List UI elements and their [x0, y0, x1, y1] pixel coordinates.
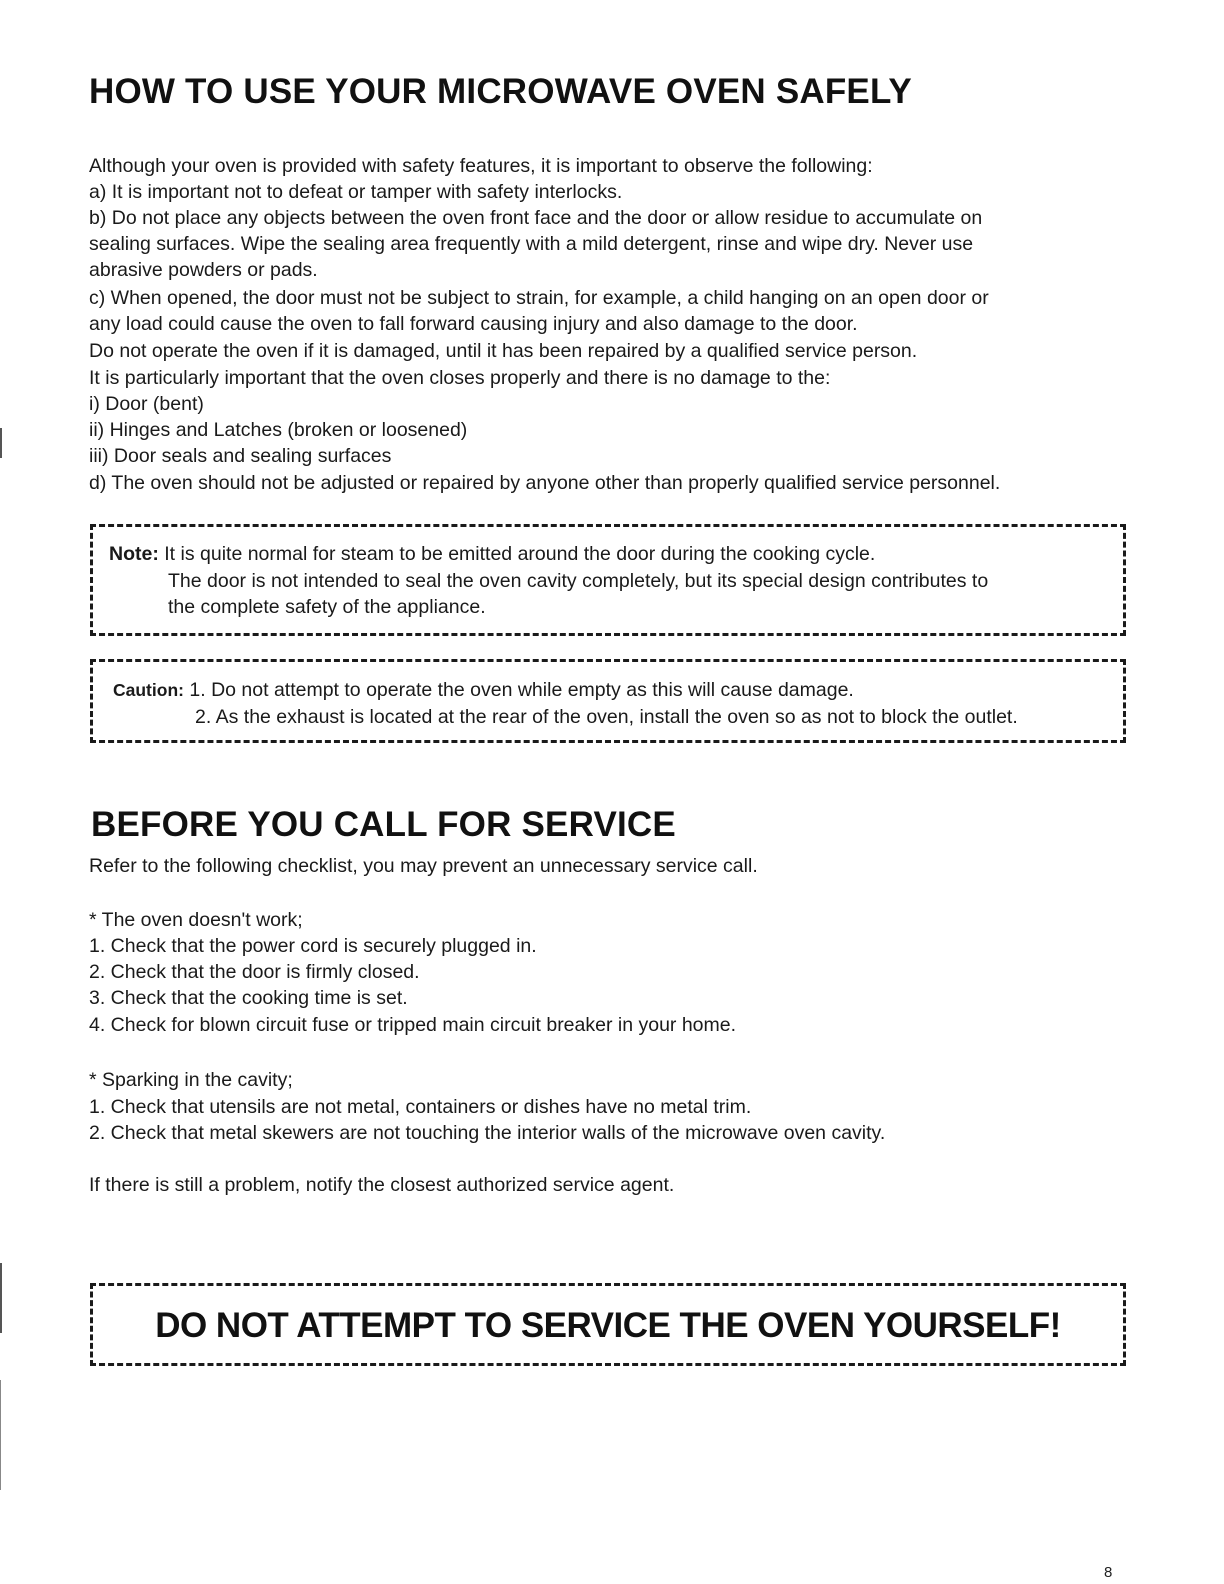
note-text-line: the complete safety of the appliance.: [168, 596, 486, 618]
scan-edge-mark: [0, 1380, 1, 1490]
checklist-item: 1. Check that utensils are not metal, containers or dishes have no metal trim.: [89, 1096, 752, 1118]
safety-line: d) The oven should not be adjusted or repaired by anyone other than properly qualified service personnel.: [89, 472, 1001, 494]
checklist-item: 1. Check that the power cord is securely plugged in.: [89, 935, 537, 957]
safety-line: a) It is important not to defeat or tamper with safety interlocks.: [89, 181, 623, 203]
safety-line: iii) Door seals and sealing surfaces: [89, 445, 392, 467]
caution-item: 1. Do not attempt to operate the oven while empty as this will cause damage.: [189, 679, 854, 701]
note-text-line: It is quite normal for steam to be emitted around the door during the cooking cycle.: [164, 543, 876, 565]
safety-line: c) When opened, the door must not be subject to strain, for example, a child hanging on an open door or: [89, 287, 989, 309]
safety-line: Do not operate the oven if it is damaged, until it has been repaired by a qualified service person.: [89, 340, 918, 362]
scan-edge-mark: [0, 1263, 2, 1333]
warning-text: DO NOT ATTEMPT TO SERVICE THE OVEN YOURSELF!: [155, 1306, 1061, 1345]
checklist-item: 3. Check that the cooking time is set.: [89, 987, 408, 1009]
caution-box: [90, 659, 1126, 743]
safety-line: any load could cause the oven to fall forward causing injury and also damage to the door.: [89, 313, 858, 335]
note-box: [90, 524, 1126, 636]
page-number: 8: [1104, 1564, 1113, 1581]
safety-line: b) Do not place any objects between the oven front face and the door or allow residue to accumulate on: [89, 207, 983, 229]
warning-box: [90, 1283, 1126, 1366]
caution-item: 2. As the exhaust is located at the rear of the oven, install the oven so as not to block the outlet.: [195, 706, 1018, 728]
checklist-item: 4. Check for blown circuit fuse or tripped main circuit breaker in your home.: [89, 1014, 737, 1036]
scan-edge-mark: [0, 428, 2, 458]
caution-label: Caution:: [113, 680, 184, 700]
section-title-safety: HOW TO USE YOUR MICROWAVE OVEN SAFELY: [89, 72, 912, 111]
checklist-item: 2. Check that the door is firmly closed.: [89, 961, 420, 983]
safety-line: Although your oven is provided with safety features, it is important to observe the following:: [89, 155, 873, 177]
checklist-item: 2. Check that metal skewers are not touching the interior walls of the microwave oven cavity.: [89, 1122, 886, 1144]
checklist-heading: * Sparking in the cavity;: [89, 1069, 293, 1091]
section-title-service: BEFORE YOU CALL FOR SERVICE: [91, 805, 676, 844]
service-closing: If there is still a problem, notify the closest authorized service agent.: [89, 1174, 675, 1196]
service-intro: Refer to the following checklist, you may prevent an unnecessary service call.: [89, 855, 758, 877]
safety-line: ii) Hinges and Latches (broken or loosened): [89, 419, 468, 441]
note-text-line: The door is not intended to seal the oven cavity completely, but its special design contributes to: [168, 570, 989, 592]
safety-line: sealing surfaces. Wipe the sealing area frequently with a mild detergent, rinse and wipe dry. Never use: [89, 233, 974, 255]
note-label: Note:: [109, 543, 159, 565]
safety-line: i) Door (bent): [89, 393, 204, 415]
checklist-heading: * The oven doesn't work;: [89, 909, 303, 931]
safety-line: It is particularly important that the oven closes properly and there is no damage to the:: [89, 367, 831, 389]
safety-line: abrasive powders or pads.: [89, 259, 318, 281]
